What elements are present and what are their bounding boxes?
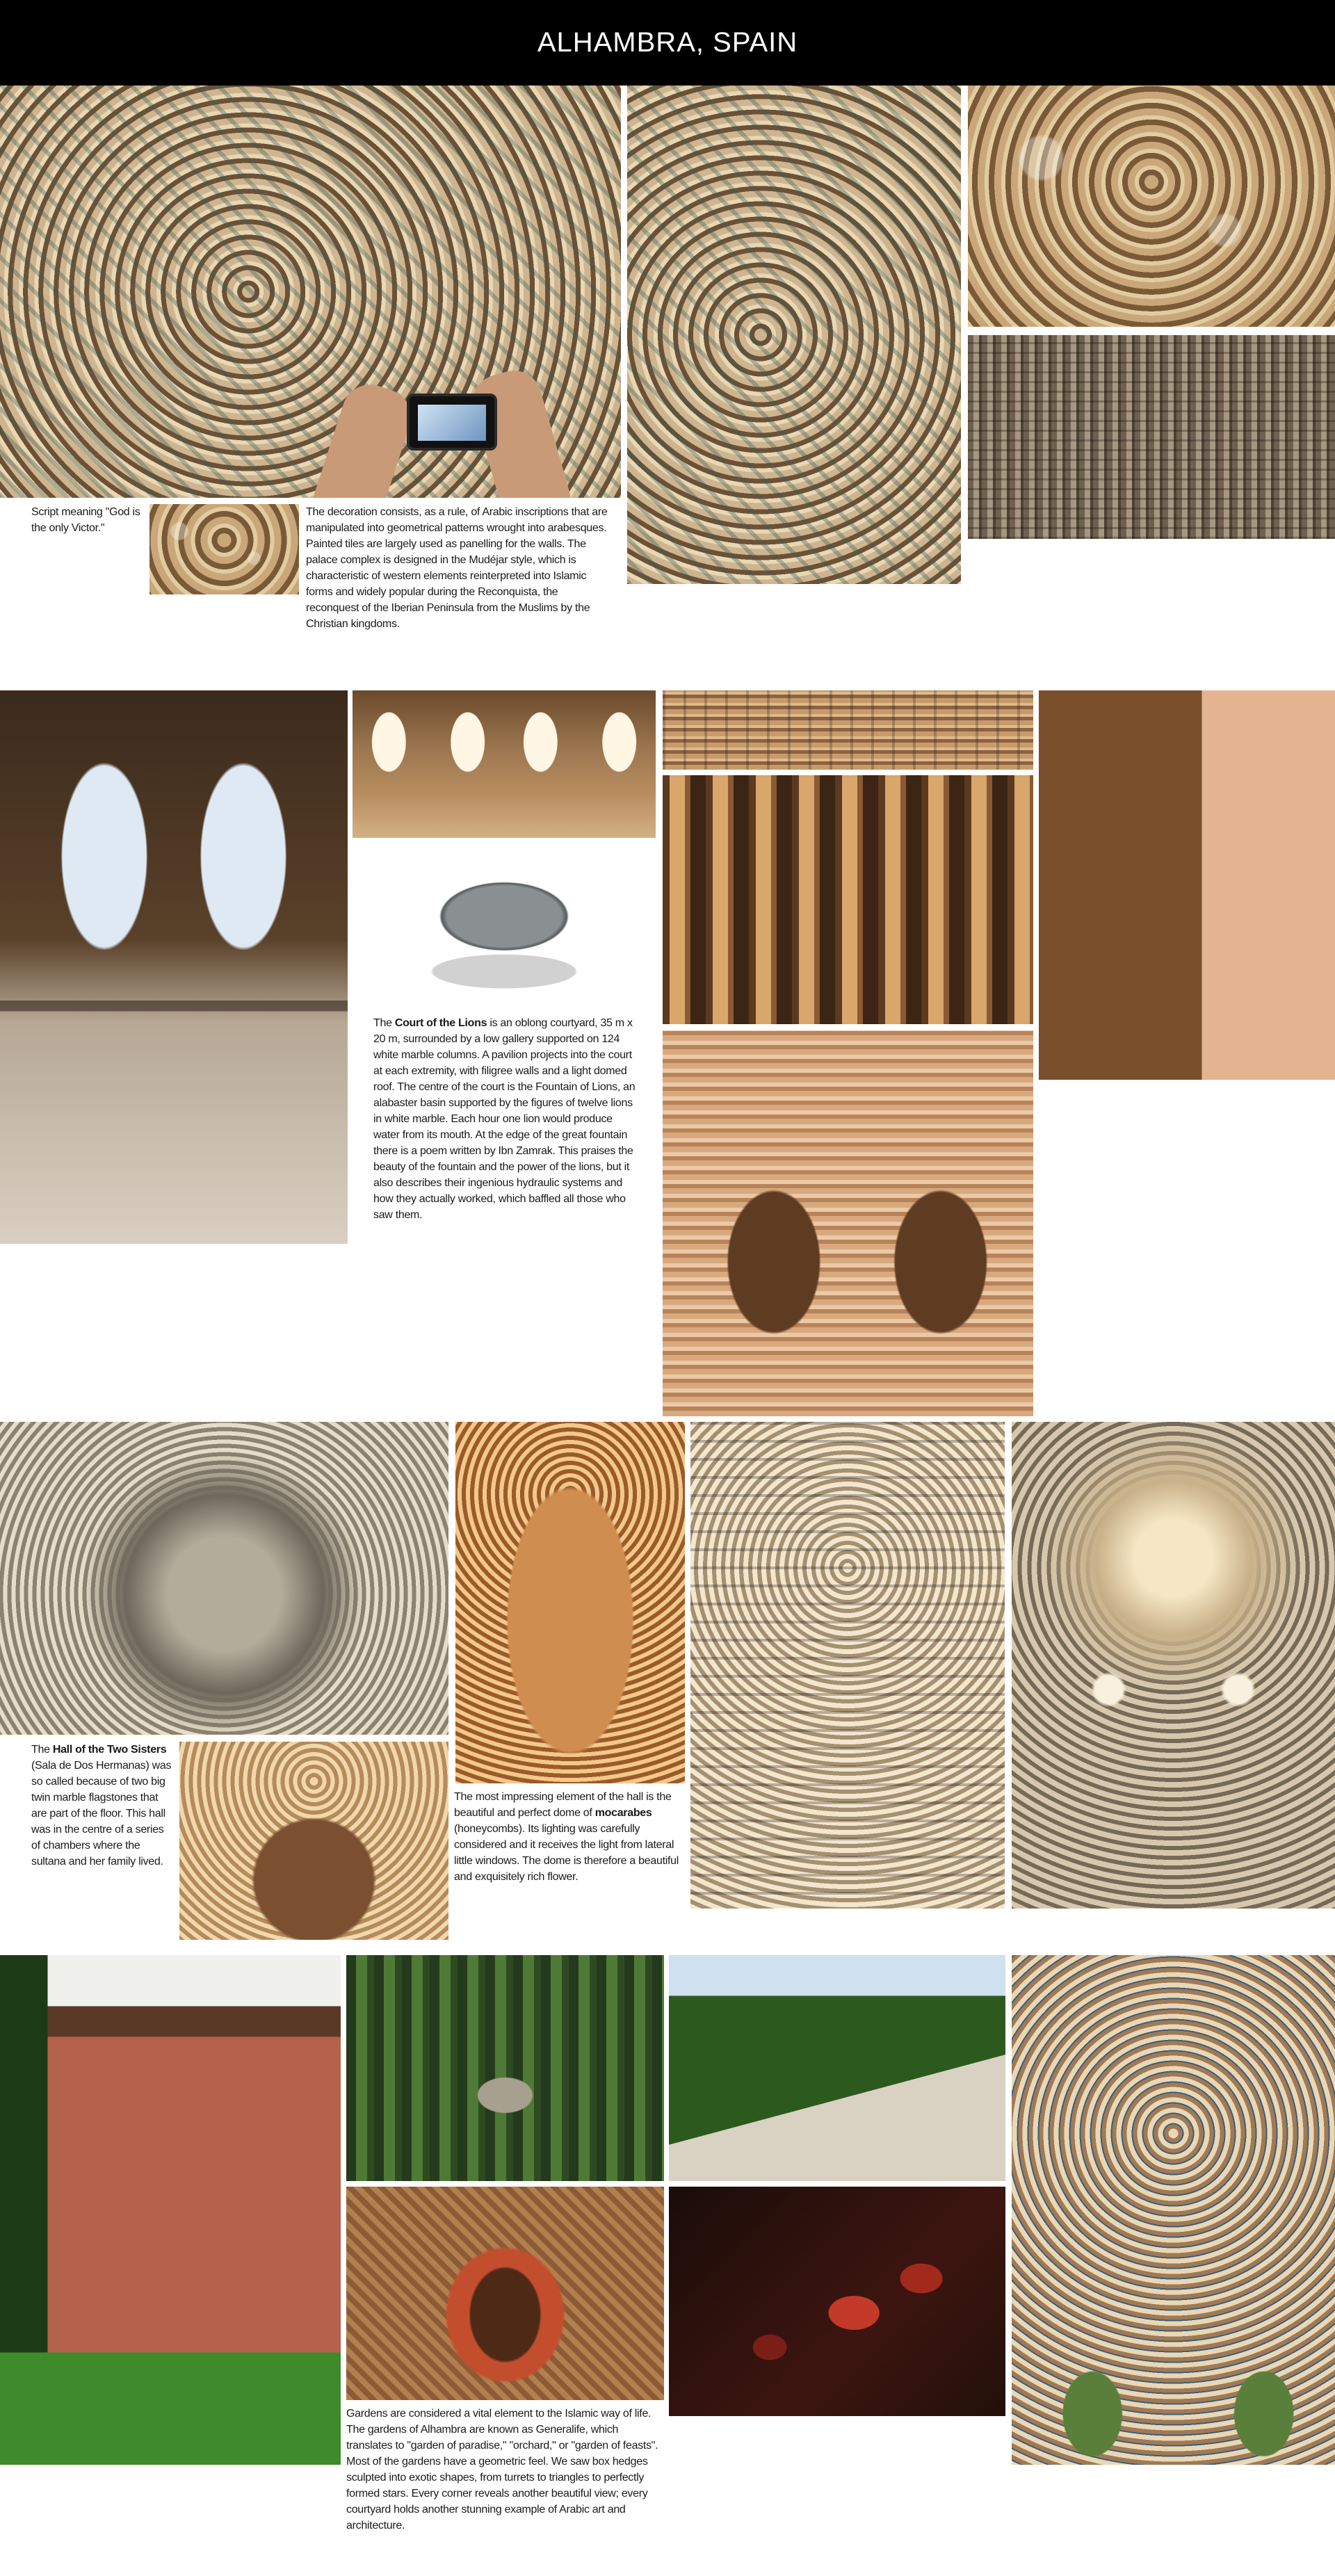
photo-muqarnas-dome: [455, 1422, 685, 1783]
caption-dome: [454, 1789, 683, 1885]
camera-icon: [407, 394, 497, 451]
photo-stucco-vault: [0, 1422, 448, 1735]
photo-stucco-panel: [968, 86, 1335, 327]
page-header: [0, 0, 1335, 86]
photo-camera-stucco: [0, 86, 621, 498]
photo-colonnade: [663, 775, 1033, 1024]
caption-lions: [373, 1015, 638, 1223]
photo-star-dome: [1012, 1422, 1335, 1909]
photo-wooden-door: [1039, 690, 1335, 1080]
photo-red-arch: [346, 2187, 664, 2400]
caption-dome-term: mocarabes: [594, 1807, 652, 1819]
caption-dome-intro: The most impressing element of the hall is the beautiful and perfect dome of: [454, 1791, 672, 1819]
caption-sisters-title: Hall of the Two Sisters: [52, 1744, 167, 1756]
photo-red-leaves: [669, 2187, 1005, 2416]
page-title: ALHAMBRA, SPAIN: [537, 27, 798, 58]
photo-arcade: [353, 690, 656, 838]
photo-alcove: [179, 1742, 448, 1940]
caption-lions-body: is an oblong courtyard, 35 m x 20 m, surrounded by a low gallery supported on 124 white marble columns. A pavilion projects into the court at each extremity, with filigree walls and a light domed roof. The centre of the court is the Fountain of Lions, an alabaster basin supported by the figures of twelve lions in white marble. Each hour one lion would produce water from its mouth. At the edge of the great fountain there is a poem written by Ibn Zamrak. This praises the beauty of the fountain and the power of the lions, but it also describes their ingenious hydraulic systems and how they actually worked, which baffled all those who saw them.: [373, 1017, 636, 1221]
caption-script: Script meaning "God is the only Victor.": [31, 506, 140, 534]
photo-hedge-path: [669, 1955, 1005, 2181]
photo-script-detail: [149, 504, 299, 594]
caption-sisters: [31, 1742, 174, 1870]
caption-gardens: Gardens are considered a vital element to the Islamic way of life. The gardens of Alhambra are known as Generalife, which translates to "garden of paradise," "orchard," or "garden of feasts". Most of the gardens have a geometric feel. We saw box hedges sculpted into exotic shapes, from turrets to triangles to perfectly formed stars. Every corner reveals another beautiful view; every courtyard holds another stunning example of Arabic art and architecture.: [346, 2408, 658, 2532]
photo-court-of-lions: [0, 690, 348, 1244]
photo-garden-fountain: [346, 1955, 664, 2181]
photo-tower-garden: [0, 1955, 341, 2465]
caption-lions-title: Court of the Lions: [394, 1017, 487, 1029]
photo-frieze-band: [663, 690, 1033, 770]
caption-dome-body: (honeycombs). Its lighting was carefully considered and it receives the light from lateral little windows. The dome is therefore a beautiful and exquisitely rich flower.: [454, 1823, 679, 1883]
caption-decoration: The decoration consists, as a rule, of Arabic inscriptions that are manipulated into geometrical patterns wrought into arabesques. Painted tiles are largely used as panelling for the walls. The palace complex is designed in the Mudéjar style, which is characteristic of western elements reinterpreted into Islamic forms and widely popular during the Reconquista, the reconquest of the Iberian Peninsula from the Muslims by the Christian kingdoms.: [306, 506, 608, 630]
photo-arch-wall: [663, 1030, 1033, 1416]
caption-sisters-article: The: [31, 1744, 53, 1756]
photo-ornate-arch: [1012, 1955, 1335, 2465]
left-hand: [305, 378, 418, 498]
caption-lions-article: The: [373, 1017, 395, 1029]
photo-lion-fountain: [353, 841, 656, 1008]
caption-sisters-body: (Sala de Dos Hermanas) was so called because of two big twin marble flagstones that are part of the floor. This hall was in the centre of a series of chambers where the sultana and her family lived.: [31, 1760, 172, 1868]
photo-muqarnas-columns: [690, 1422, 1005, 1909]
photo-arch-stucco: [627, 86, 961, 584]
photo-stucco-frieze: [968, 335, 1335, 539]
